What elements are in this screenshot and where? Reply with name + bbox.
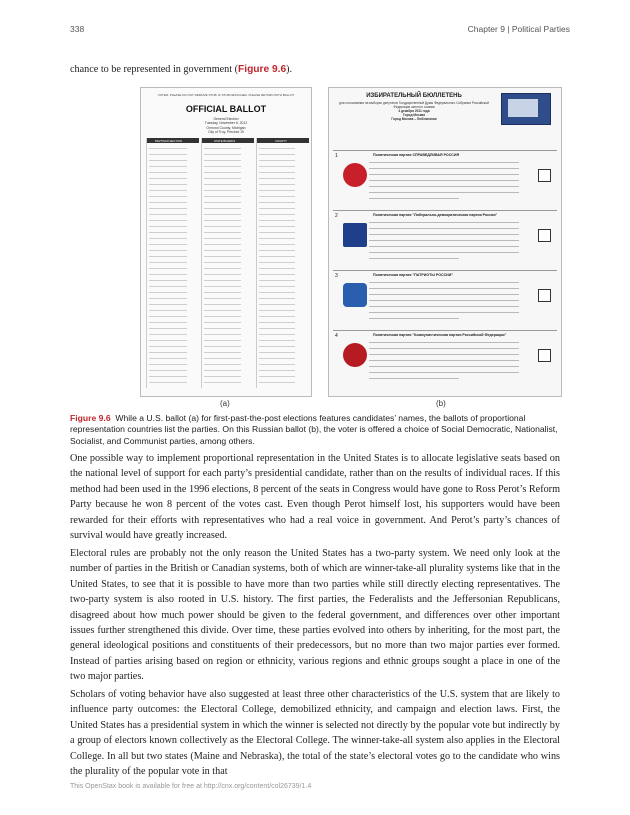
ballot-row-line bbox=[204, 346, 241, 347]
ballot-row-line bbox=[259, 298, 295, 299]
ballot-row-line bbox=[259, 172, 295, 173]
candidate-line bbox=[369, 240, 519, 241]
ballot-row-line bbox=[149, 232, 187, 233]
candidate-line bbox=[369, 288, 519, 289]
ballot-row-line bbox=[259, 304, 295, 305]
ballot-row-line bbox=[204, 268, 241, 269]
page-number: 338 bbox=[70, 24, 85, 34]
party-name: Политическая партия "ПАТРИОТЫ РОССИИ" bbox=[373, 273, 454, 277]
ballot-row-line bbox=[204, 214, 241, 215]
ballot-row-line bbox=[149, 214, 187, 215]
ballot-row-line bbox=[259, 166, 295, 167]
ballot-row-line bbox=[204, 322, 241, 323]
ballot-row-line bbox=[259, 346, 295, 347]
ballot-row-line bbox=[149, 268, 187, 269]
party-number: 3 bbox=[335, 273, 338, 279]
party-number: 4 bbox=[335, 333, 338, 339]
ballot-row-line bbox=[259, 316, 295, 317]
candidate-line bbox=[369, 246, 519, 247]
rus-ballot-subtitle bbox=[339, 101, 489, 121]
candidate-line bbox=[369, 222, 519, 223]
ballot-row-line bbox=[204, 172, 241, 173]
ballot-row-line bbox=[259, 244, 295, 245]
ballot-row-line bbox=[259, 208, 295, 209]
ballot-row-line bbox=[204, 160, 241, 161]
ballot-row-line bbox=[204, 178, 241, 179]
ballot-row-line bbox=[259, 334, 295, 335]
ballot-row-line bbox=[149, 220, 187, 221]
ballot-row-line bbox=[259, 358, 295, 359]
ballot-column-county bbox=[256, 138, 309, 388]
vote-checkbox[interactable] bbox=[538, 349, 551, 362]
ballot-row-line bbox=[204, 340, 241, 341]
ballot-row-line bbox=[204, 208, 241, 209]
ballot-row-line bbox=[259, 196, 295, 197]
ballot-row-line bbox=[204, 196, 241, 197]
ldpr-logo-icon bbox=[343, 223, 367, 247]
ballot-row-line bbox=[204, 292, 241, 293]
caption-text: While a U.S. ballot (a) for first-past-the-post elections features candidates’ names, the ballots of proportional representation countries list the parties. On this Russian ballot (b), the voter is offered a choice of Social Democratic, Nationalist, Socialist, and Communist parties, among others. bbox=[70, 413, 558, 446]
ballot-row-line bbox=[259, 232, 295, 233]
party-name: Политическая партия "Коммунистическая партия Российской Федерации" bbox=[373, 333, 507, 337]
ballot-row-line bbox=[149, 370, 187, 371]
candidate-line bbox=[369, 354, 519, 355]
ballot-row-line bbox=[259, 286, 295, 287]
ballot-row-line bbox=[149, 340, 187, 341]
ballot-row-line bbox=[204, 148, 241, 149]
ballot-row-line bbox=[204, 382, 241, 383]
ballot-row-line bbox=[259, 214, 295, 215]
chapter-title: Chapter 9 | Political Parties bbox=[467, 24, 570, 34]
ballot-row-line bbox=[259, 226, 295, 227]
ballot-row-line bbox=[149, 160, 187, 161]
us-ballot-image bbox=[140, 87, 312, 397]
ballot-row-line bbox=[149, 346, 187, 347]
candidate-line bbox=[369, 348, 519, 349]
ballot-row-line bbox=[149, 262, 187, 263]
ballot-row-line bbox=[204, 358, 241, 359]
candidate-line bbox=[369, 180, 519, 181]
ballot-row-line bbox=[149, 328, 187, 329]
ballot-row-line bbox=[204, 250, 241, 251]
ballot-row-line bbox=[149, 298, 187, 299]
ballot-row-line bbox=[204, 304, 241, 305]
ballot-col-2: STATE BOARDS bbox=[214, 138, 236, 143]
ballot-row-line bbox=[259, 292, 295, 293]
ballot-row-line bbox=[259, 250, 295, 251]
candidate-line bbox=[369, 300, 519, 301]
ballot-row-line bbox=[149, 172, 187, 173]
party-number: 2 bbox=[335, 213, 338, 219]
ballot-row-line bbox=[149, 286, 187, 287]
ballot-row-line bbox=[204, 298, 241, 299]
vote-checkbox[interactable] bbox=[538, 289, 551, 302]
candidate-line bbox=[369, 294, 519, 295]
candidate-line bbox=[369, 252, 519, 253]
candidate-line bbox=[369, 312, 519, 313]
ballot-row-line bbox=[204, 232, 241, 233]
rus-ballot-city: Город Москва bbox=[403, 113, 425, 117]
ballot-row-line bbox=[204, 334, 241, 335]
ballot-col-3: COUNTY bbox=[275, 138, 287, 143]
ballot-row-line bbox=[149, 322, 187, 323]
rus-ballot-subtitle-text: для голосования на выборах депутатов Государственной Думы Федерального Собрания Российской Федерации шестого созыва bbox=[339, 101, 489, 109]
election-stamp bbox=[501, 93, 551, 125]
ballot-col-1: PARTISAN SECTION bbox=[155, 138, 182, 143]
ballot-row-line bbox=[259, 178, 295, 179]
ballot-row-line bbox=[149, 382, 187, 383]
candidate-line bbox=[369, 372, 519, 373]
ballot-row-line bbox=[204, 274, 241, 275]
ballot-row-line bbox=[259, 376, 295, 377]
ballot-row-line bbox=[259, 220, 295, 221]
ballot-row-line bbox=[204, 262, 241, 263]
ballot-row-line bbox=[259, 268, 295, 269]
candidate-line bbox=[369, 342, 519, 343]
body-paragraph-3: Scholars of voting behavior have also suggested at least three other characteristics of the U.S. system that are likely to influence party outcomes: the Electoral College, demobilized ethnicity, and campaign and election laws. First, the United States has a presidential system in which the winner is selected not directly by the popular vote but indirectly by a group of electors known collectively as the Electoral College. The winner-take-all system also applies in the Electoral College. In all but two states (Maine and Nebraska), the total of the state’s electoral votes go to the candidate who wins the plurality of the popular vote in that bbox=[70, 689, 560, 778]
ballot-subtitle-2: Tuesday, November 6, 2012 bbox=[204, 121, 248, 126]
lead-text-before: chance to be represented in government ( bbox=[70, 64, 239, 75]
ballot-row-line bbox=[204, 370, 241, 371]
ballot-row-line bbox=[259, 148, 295, 149]
ballot-row-line bbox=[204, 256, 241, 257]
ballot-row-line bbox=[259, 274, 295, 275]
ballot-row-line bbox=[259, 202, 295, 203]
ballot-row-line bbox=[259, 256, 295, 257]
ballot-row-line bbox=[149, 274, 187, 275]
ballot-column-partisan bbox=[146, 138, 199, 388]
ballot-row-line bbox=[149, 184, 187, 185]
ballot-row-line bbox=[204, 316, 241, 317]
ballot-row-line bbox=[149, 208, 187, 209]
ballot-notice: VOTER: PLEASE DO NOT REMOVE STUB. IF STUB DETACHED, PLEASE RETURN WITH BALLOT bbox=[157, 93, 295, 97]
lead-paragraph bbox=[70, 62, 560, 77]
ballot-row-line bbox=[204, 280, 241, 281]
ballot-row-line bbox=[204, 226, 241, 227]
ballot-row-line bbox=[204, 244, 241, 245]
ballot-row-line bbox=[204, 184, 241, 185]
ballot-row-line bbox=[204, 352, 241, 353]
party-number: 1 bbox=[335, 153, 338, 159]
ballot-row-line bbox=[259, 328, 295, 329]
candidate-line bbox=[369, 282, 519, 283]
ballot-row-line bbox=[259, 370, 295, 371]
ballot-row-line bbox=[149, 202, 187, 203]
lead-text-after: ). bbox=[286, 64, 293, 75]
figure-link[interactable]: Figure 9.6 bbox=[238, 64, 287, 75]
ballot-subtitle-4: City of Troy, Precinct 19 bbox=[208, 129, 244, 134]
ballot-row-line bbox=[149, 190, 187, 191]
ballot-row-line bbox=[204, 190, 241, 191]
ballot-row-line bbox=[149, 376, 187, 377]
ballot-subtitle bbox=[141, 117, 311, 134]
kprf-logo-icon bbox=[343, 343, 367, 367]
candidate-line bbox=[369, 186, 519, 187]
ballot-title: OFFICIAL BALLOT bbox=[185, 104, 267, 114]
ballot-row-line bbox=[259, 310, 295, 311]
ballot-row-line bbox=[204, 166, 241, 167]
party-name: Политическая партия СПРАВЕДЛИВАЯ РОССИЯ bbox=[373, 153, 460, 157]
ballot-subtitle-1: General Election bbox=[213, 117, 239, 121]
candidate-line bbox=[369, 360, 519, 361]
ballot-row-line bbox=[259, 238, 295, 239]
ballot-row-line bbox=[259, 352, 295, 353]
ballot-row-line bbox=[149, 250, 187, 251]
caption-label: Figure 9.6 bbox=[70, 413, 111, 423]
rus-ballot-title: ИЗБИРАТЕЛЬНЫЙ БЮЛЛЕТЕНЬ bbox=[366, 93, 462, 99]
ballot-row-line bbox=[149, 280, 187, 281]
ballot-row-line bbox=[149, 256, 187, 257]
ballot-row-line bbox=[204, 202, 241, 203]
ballot-row-line bbox=[149, 244, 187, 245]
ballot-row-line bbox=[149, 316, 187, 317]
party-name: Политическая партия "Либерально-демократическая партия России" bbox=[373, 213, 498, 217]
rus-ballot-district: Город Москва – Люблинская bbox=[391, 117, 437, 121]
candidate-line bbox=[369, 174, 519, 175]
figure-label-b: (b) bbox=[436, 399, 446, 408]
ballot-row-line bbox=[204, 328, 241, 329]
ballot-row-line bbox=[259, 280, 295, 281]
ballot-row-line bbox=[204, 220, 241, 221]
candidate-line bbox=[369, 168, 519, 169]
ballot-row-line bbox=[149, 304, 187, 305]
ballot-row-line bbox=[259, 340, 295, 341]
ballot-row-line bbox=[149, 196, 187, 197]
ballot-row-line bbox=[204, 364, 241, 365]
candidate-line bbox=[369, 318, 459, 319]
ballot-row-line bbox=[149, 154, 187, 155]
russian-ballot-image bbox=[328, 87, 562, 397]
vote-checkbox[interactable] bbox=[538, 229, 551, 242]
body-paragraph-2: Electoral rules are probably not the only reason the United States has a two-party system. We need only look at the number of parties in the British or Canadian systems, both of which are winner-take-all plurality systems like that in the United States, to see that it is possible to have more than two parties while still directly electing representatives. The two-party system is also rooted in U.S. history. The first parties, the Federalists and the Jeffersonian Republicans, disagreed about how much power should be given to the federal government, and differences over other important issues further strengthened this divide. Over time, these parties evolved into others by inheriting, for the most part, the general ideological positions and constituents of their predecessors, but no more than two major parties ever formed. Instead of parties arising based on region or ethnicity, various regions and ethnic groups sought a place in one of the two major parties. bbox=[70, 548, 560, 683]
figure-caption bbox=[70, 413, 560, 447]
ballot-row-line bbox=[149, 364, 187, 365]
figure-label-a: (a) bbox=[220, 399, 230, 408]
candidate-line bbox=[369, 306, 519, 307]
ballot-row-line bbox=[149, 238, 187, 239]
ballot-row-line bbox=[259, 184, 295, 185]
ballot-row-line bbox=[149, 292, 187, 293]
ballot-row-line bbox=[149, 226, 187, 227]
candidate-line bbox=[369, 258, 459, 259]
candidate-line bbox=[369, 378, 459, 379]
candidate-line bbox=[369, 228, 519, 229]
ballot-row-line bbox=[259, 364, 295, 365]
candidate-line bbox=[369, 192, 519, 193]
rus-ballot-date: 4 декабря 2011 года bbox=[398, 109, 430, 113]
candidate-line bbox=[369, 162, 519, 163]
ballot-row-line bbox=[204, 154, 241, 155]
ballot-row-line bbox=[149, 148, 187, 149]
ballot-row-line bbox=[259, 154, 295, 155]
candidate-line bbox=[369, 366, 519, 367]
ballot-row-line bbox=[259, 190, 295, 191]
ballot-row-line bbox=[149, 178, 187, 179]
page-footer: This OpenStax book is available for free at http://cnx.org/content/col26739/1.4 bbox=[70, 783, 312, 790]
vote-checkbox[interactable] bbox=[538, 169, 551, 182]
ballot-row-line bbox=[149, 334, 187, 335]
ballot-row-line bbox=[259, 382, 295, 383]
ballot-row-line bbox=[204, 310, 241, 311]
ballot-row-line bbox=[149, 358, 187, 359]
ballot-subtitle-3: Ormond County, Michigan bbox=[206, 125, 246, 130]
ballot-row-line bbox=[259, 262, 295, 263]
ballot-row-line bbox=[259, 160, 295, 161]
ballot-row-line bbox=[204, 238, 241, 239]
candidate-line bbox=[369, 198, 459, 199]
ballot-row-line bbox=[204, 376, 241, 377]
ballot-row-line bbox=[149, 352, 187, 353]
ballot-row-line bbox=[149, 310, 187, 311]
pr-logo-icon bbox=[343, 283, 367, 307]
ballot-row-line bbox=[149, 166, 187, 167]
sr-logo-icon bbox=[343, 163, 367, 187]
body-paragraph-1: One possible way to implement proportional representation in the United States is to allocate legislative seats based on the national level of support for each party’s presidential candidate, rather than on the results of individual races. If this method had been used in the 1996 elections, 8 percent of the seats in Congress would have gone to Ross Perot’s Reform Party because he won 8 percent of the votes cast. Even though Perot himself lost, his supporters would have been rewarded for their efforts with representatives who had a real voice in government. And Perot’s party’s chances of survival would have greatly increased. bbox=[70, 453, 560, 542]
candidate-line bbox=[369, 234, 519, 235]
ballot-column-state bbox=[201, 138, 254, 388]
ballot-row-line bbox=[204, 286, 241, 287]
ballot-row-line bbox=[259, 322, 295, 323]
